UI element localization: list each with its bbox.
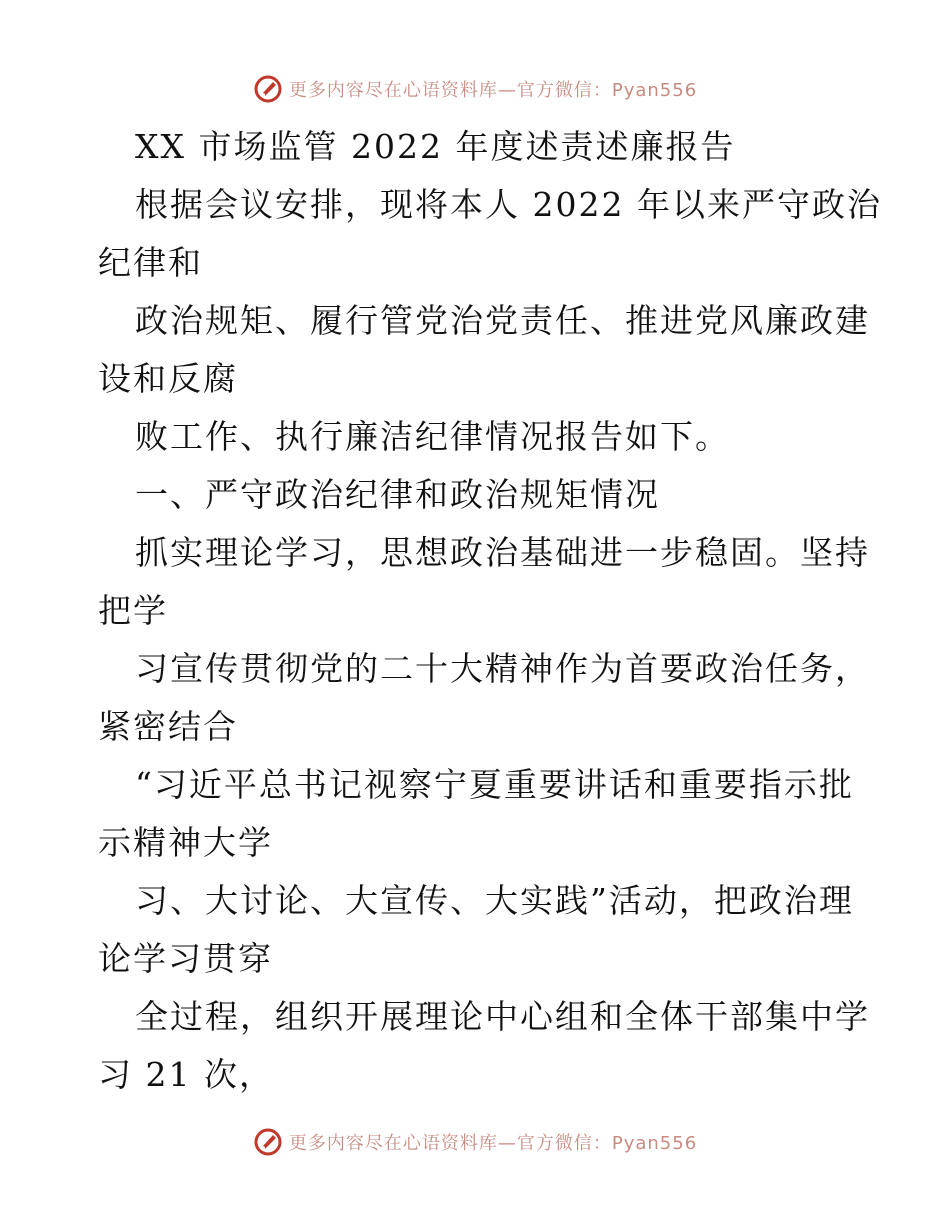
watermark-header <box>0 74 950 104</box>
watermark-text: 更多内容尽在心语资料库—官方微信：Pyan556 <box>288 1133 698 1154</box>
paragraph-line: 设和反腐 <box>98 359 238 398</box>
paragraph-line: 示精神大学 <box>98 823 273 862</box>
logo-icon <box>253 74 283 104</box>
logo-icon <box>253 1127 283 1157</box>
paragraph-line: 全过程，组织开展理论中心组和全体干部集中学 <box>135 997 870 1036</box>
paragraph-line: 政治规矩、履行管党治党责任、推进党风廉政建 <box>135 301 870 340</box>
watermark-footer <box>0 1127 950 1157</box>
document-title: XX 市场监管 2022 年度述责述廉报告 <box>135 127 736 166</box>
paragraph-line: 把学 <box>98 591 168 630</box>
paragraph-line: 习 21 次， <box>98 1055 274 1094</box>
paragraph-line: 根据会议安排，现将本人 2022 年以来严守政治 <box>135 185 882 224</box>
paragraph-line: 紧密结合 <box>98 707 238 746</box>
watermark-text: 更多内容尽在心语资料库—官方微信：Pyan556 <box>288 80 698 101</box>
paragraph-line: 论学习贯穿 <box>98 939 273 978</box>
paragraph-line: 习、大讨论、大宣传、大实践”活动，把政治理 <box>135 881 854 920</box>
paragraph-line: “习近平总书记视察宁夏重要讲话和重要指示批 <box>135 765 854 804</box>
document-body <box>98 118 882 1104</box>
paragraph-line: 习宣传贯彻党的二十大精神作为首要政治任务， <box>135 649 870 688</box>
paragraph-line: 纪律和 <box>98 243 203 282</box>
paragraph-line: 败工作、执行廉洁纪律情况报告如下。 <box>135 417 730 456</box>
section-heading: 一、严守政治纪律和政治规矩情况 <box>135 475 660 514</box>
paragraph-line: 抓实理论学习，思想政治基础进一步稳固。坚持 <box>135 533 870 572</box>
